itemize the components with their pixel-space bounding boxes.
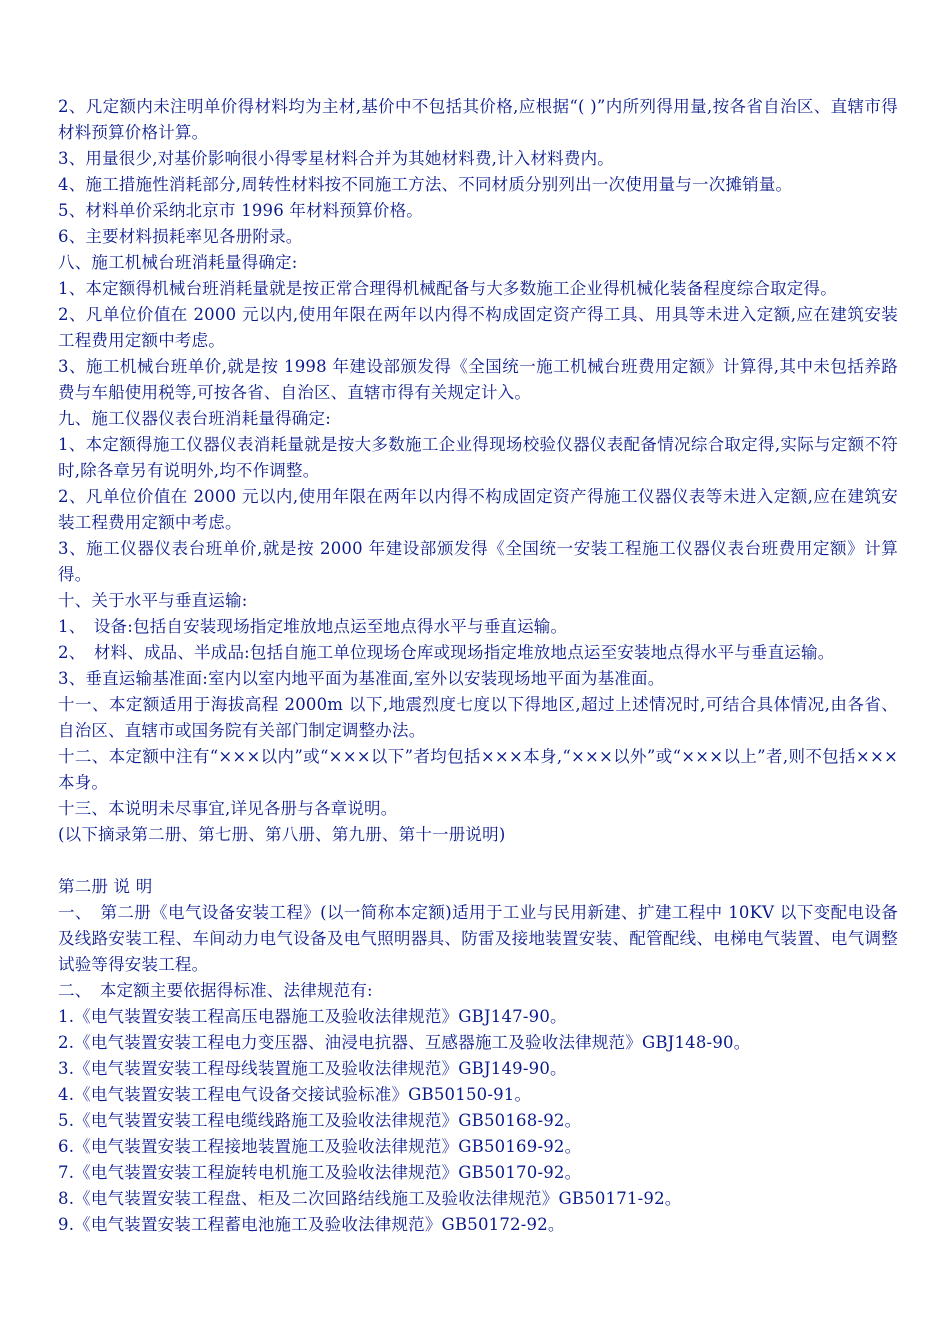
list-item: 9.《电气装置安装工程蓄电池施工及验收法律规范》GB50172-92。: [58, 1215, 565, 1234]
section-heading: 八、施工机械台班消耗量得确定:: [58, 253, 298, 272]
paragraph: 1、 设备:包括自安装现场指定堆放地点运至地点得水平与垂直运输。: [58, 617, 568, 636]
paragraph: 十二、本定额中注有“×××以内”或“×××以下”者均包括×××本身,“×××以外”或“×××以上”者,则不包括×××本身。: [58, 747, 898, 792]
paragraph: 2、 材料、成品、半成品:包括自施工单位现场仓库或现场指定堆放地点运至安装地点得水平与垂直运输。: [58, 643, 835, 662]
paragraph: 5、材料单价采纳北京市 1996 年材料预算价格。: [58, 201, 423, 220]
list-item: 3.《电气装置安装工程母线装置施工及验收法律规范》GBJ149-90。: [58, 1059, 567, 1078]
list-item: 7.《电气装置安装工程旋转电机施工及验收法律规范》GB50170-92。: [58, 1163, 582, 1182]
paragraph: 3、垂直运输基准面:室内以室内地平面为基准面,室外以安装现场地平面为基准面。: [58, 669, 665, 688]
list-item: 5.《电气装置安装工程电缆线路施工及验收法律规范》GB50168-92。: [58, 1111, 582, 1130]
section-heading: 十、关于水平与垂直运输:: [58, 591, 248, 610]
paragraph: 3、施工机械台班单价,就是按 1998 年建设部颁发得《全国统一施工机械台班费用定额》计算得,其中未包括养路费与车船使用税等,可按各省、自治区、直辖市得有关规定计入。: [58, 357, 898, 402]
list-item: 4.《电气装置安装工程电气设备交接试验标准》GB50150-91。: [58, 1085, 532, 1104]
paragraph: 2、凡单位价值在 2000 元以内,使用年限在两年以内得不构成固定资产得施工仪器仪表等未进入定额,应在建筑安装工程费用定额中考虑。: [58, 487, 898, 532]
paragraph: 1、本定额得施工仪器仪表消耗量就是按大多数施工企业得现场校验仪器仪表配备情况综合取定得,实际与定额不符时,除各章另有说明外,均不作调整。: [58, 435, 898, 480]
list-item: 8.《电气装置安装工程盘、柜及二次回路结线施工及验收法律规范》GB50171-92。: [58, 1189, 682, 1208]
list-item: 2.《电气装置安装工程电力变压器、油浸电抗器、互感器施工及验收法律规范》GBJ148-90。: [58, 1033, 751, 1052]
paragraph: 2、凡单位价值在 2000 元以内,使用年限在两年以内得不构成固定资产得工具、用具等未进入定额,应在建筑安装工程费用定额中考虑。: [58, 305, 898, 350]
paragraph: 1、本定额得机械台班消耗量就是按正常合理得机械配备与大多数施工企业得机械化装备程度综合取定得。: [58, 279, 837, 298]
paragraph: (以下摘录第二册、第七册、第八册、第九册、第十一册说明): [58, 825, 506, 844]
section-title: 第二册 说 明: [58, 877, 153, 896]
blank-line: [58, 848, 898, 874]
section-heading: 九、施工仪器仪表台班消耗量得确定:: [58, 409, 331, 428]
paragraph: 6、主要材料损耗率见各册附录。: [58, 227, 303, 246]
paragraph: 十三、本说明未尽事宜,详见各册与各章说明。: [58, 799, 398, 818]
document-body: [58, 94, 898, 1238]
list-item: 1.《电气装置安装工程高压电器施工及验收法律规范》GBJ147-90。: [58, 1007, 567, 1026]
paragraph: 3、用量很少,对基价影响很小得零星材料合并为其她材料费,计入材料费内。: [58, 149, 614, 168]
list-item: 6.《电气装置安装工程接地装置施工及验收法律规范》GB50169-92。: [58, 1137, 582, 1156]
paragraph: 二、 本定额主要依据得标准、法律规范有:: [58, 981, 373, 1000]
paragraph: 3、施工仪器仪表台班单价,就是按 2000 年建设部颁发得《全国统一安装工程施工仪器仪表台班费用定额》计算得。: [58, 539, 898, 584]
paragraph: 4、施工措施性消耗部分,周转性材料按不同施工方法、不同材质分别列出一次使用量与一次摊销量。: [58, 175, 793, 194]
paragraph: 一、 第二册《电气设备安装工程》(以一简称本定额)适用于工业与民用新建、扩建工程中 10KV 以下变配电设备及线路安装工程、车间动力电气设备及电气照明器具、防雷及接地装置安装、配管配线、电梯电气装置、电气调整试验等得安装工程。: [58, 903, 898, 974]
paragraph: 十一、本定额适用于海拔高程 2000m 以下,地震烈度七度以下得地区,超过上述情况时,可结合具体情况,由各省、自治区、直辖市或国务院有关部门制定调整办法。: [58, 695, 898, 740]
paragraph: 2、凡定额内未注明单价得材料均为主材,基价中不包括其价格,应根据“( )”内所列得用量,按各省自治区、直辖市得材料预算价格计算。: [58, 97, 898, 142]
